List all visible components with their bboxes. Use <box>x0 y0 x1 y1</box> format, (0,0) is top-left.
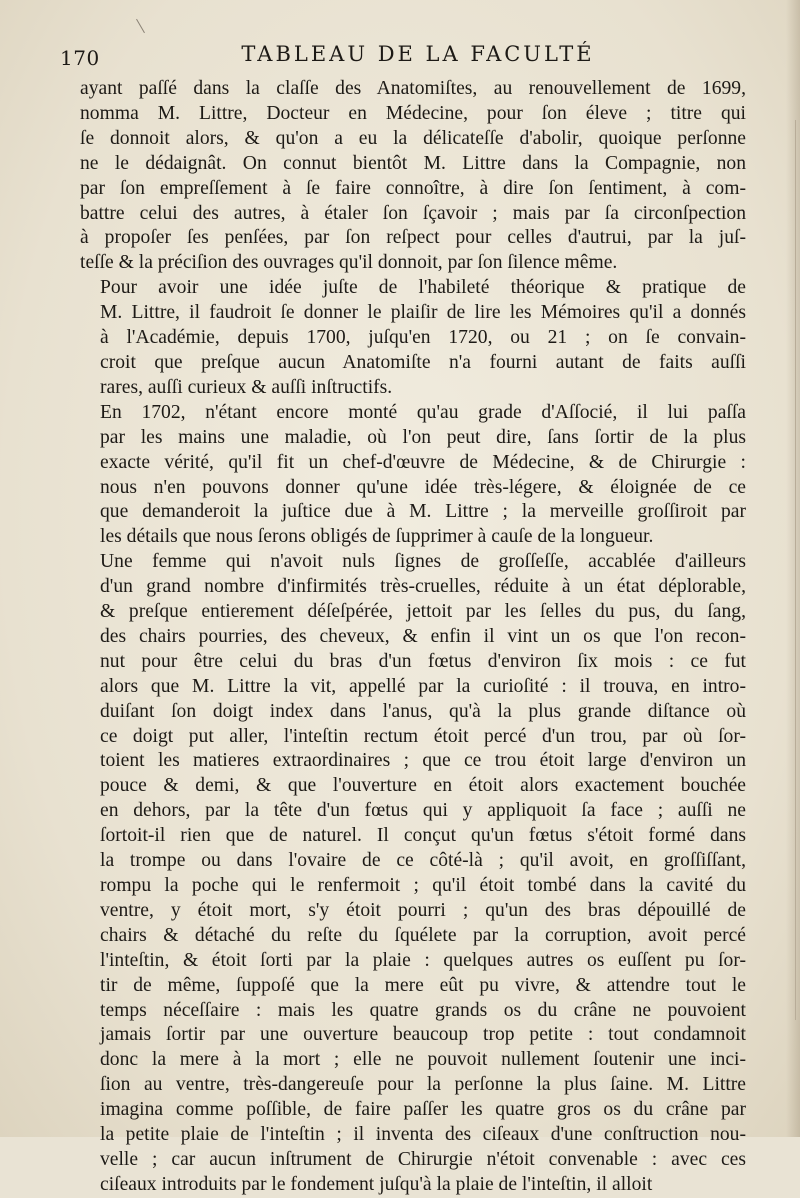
text-line: chairs & détaché du reſte du ſquélete par la corruption, avoit percé <box>100 924 746 946</box>
text-line: Pour avoir une idée juſte de l'habileté théorique & pratique de <box>100 277 746 299</box>
text-line: l'inteſtin, & étoit ſorti par la plaie : quelques autres os euſſent pu ſor- <box>100 949 746 971</box>
text-line: velle ; car aucun inſtrument de Chirurgie n'étoit convenable : avec ces <box>100 1148 746 1170</box>
text-line: ſe donnoit alors, & qu'on a eu la délicateſſe d'abolir, quoique perſonne <box>80 127 746 149</box>
paragraph <box>80 401 746 550</box>
text-line: jamais ſortir par une ouverture beaucoup trop petite : tout condamnoit <box>100 1024 746 1046</box>
text-line: ce doigt put aller, l'inteſtin rectum étoit percé d'un trou, par où ſor- <box>100 725 746 747</box>
text-line: imagina comme poſſible, de faire paſſer les quatre gros os du crâne par <box>100 1099 746 1121</box>
margin-mark <box>795 120 796 1020</box>
text-line: rompu la poche qui le renfermoit ; qu'il étoit tombé dans la cavité du <box>100 875 746 896</box>
text-line: ayant paſſé dans la claſſe des Anatomiſtes, au renouvellement de 1699, <box>80 78 746 99</box>
text-line: toient les matieres extraordinaires ; que ce trou étoit large d'environ un <box>100 750 746 772</box>
body-text <box>80 77 746 1198</box>
page-header <box>60 42 746 72</box>
text-line: duiſant ſon doigt index dans l'anus, qu'à la plus grande diſtance où <box>100 700 746 722</box>
text-line: d'un grand nombre d'infirmités très-cruelles, réduite à un état déplorable, <box>100 576 746 598</box>
paragraph <box>80 77 746 276</box>
text-line: ſion au ventre, très-dangereuſe pour la perſonne la plus ſaine. M. Littre <box>100 1074 746 1096</box>
text-line: nous n'en pouvons donner qu'une idée très-légere, & éloignée de ce <box>100 476 746 498</box>
text-line: les détails que nous ſerons obligés de ſupprimer à cauſe de la longueur. <box>100 526 654 548</box>
text-line: des chairs pourries, des cheveux, & enfin il vint un os que l'on recon- <box>100 625 746 647</box>
text-line: temps néceſſaire : mais les quatre grands os du crâne ne pouvoient <box>100 999 746 1021</box>
text-line: nut pour être celui du bras d'un fœtus d'environ ſix mois : ce fut <box>100 650 746 672</box>
text-line: exacte vérité, qu'il fit un chef-d'œuvre de Médecine, & de Chirurgie : <box>100 451 746 473</box>
text-line: la petite plaie de l'inteſtin ; il inventa des ciſeaux d'une conſtruction nou- <box>100 1124 746 1146</box>
text-line: en dehors, par la tête d'un fœtus qui y appliquoit ſa face ; auſſi ne <box>100 800 746 822</box>
text-line: alors que M. Littre la vit, appellé par la curioſité : il trouva, en intro- <box>100 675 746 697</box>
text-line: à l'Académie, depuis 1700, juſqu'en 1720, ou 21 ; on ſe convain- <box>100 327 746 349</box>
text-line: par ſon empreſſement à ſe faire connoître, à dire ſon ſentiment, à com- <box>80 177 746 199</box>
text-line: ſortoit-il rien que de naturel. Il conçut qu'un fœtus s'étoit formé dans <box>100 825 746 847</box>
text-line: ne le dédaignât. On connut bientôt M. Littre dans la Compagnie, non <box>80 152 746 174</box>
text-line: ventre, y étoit mort, s'y étoit pourri ; qu'un des bras dépouillé de <box>100 899 746 921</box>
text-line: M. Littre, il faudroit ſe donner le plaiſir de lire les Mémoires qu'il a donnés <box>100 302 746 324</box>
text-line: En 1702, n'étant encore monté qu'au grade d'Aſſocié, il lui paſſa <box>100 401 746 423</box>
text-line: que demanderoit la juſtice due à M. Littre ; la merveille groſſiroit par <box>100 501 746 523</box>
text-line: teſſe & la préciſion des ouvrages qu'il donnoit, par ſon ſilence même. <box>80 252 618 274</box>
text-line: donc la mere à la mort ; elle ne pouvoit nullement ſoutenir une inci- <box>100 1049 746 1071</box>
text-line: ciſeaux introduits par le fondement juſqu'à la plaie de l'inteſtin, il alloit <box>100 1173 653 1195</box>
text-line: pouce & demi, & que l'ouverture en étoit alors exactement bouchée <box>100 775 746 797</box>
text-line: à propoſer ſes penſées, par ſon reſpect pour celles d'autrui, par la juſ- <box>80 227 746 249</box>
text-line: par les mains une maladie, où l'on peut dire, ſans ſortir de la plus <box>100 426 746 448</box>
text-line: croit que preſque aucun Anatomiſte n'a fourni autant de faits auſſi <box>100 351 746 373</box>
text-line: & preſque entierement déſeſpérée, jettoit par les ſelles du pus, du ſang, <box>100 601 746 623</box>
text-line: tir de même, ſuppoſé que la mere eût pu vivre, & attendre tout le <box>100 974 746 996</box>
page-edge-shadow <box>786 0 800 1137</box>
text-line: rares, auſſi curieux & auſſi inſtructifs. <box>100 376 393 398</box>
paragraph <box>80 276 746 401</box>
text-line: battre celui des autres, à étaler ſon ſçavoir ; mais par ſa circonſpection <box>80 202 746 224</box>
page-number: 170 <box>60 46 100 70</box>
text-line: Une femme qui n'avoit nuls ſignes de groſſeſſe, accablée d'ailleurs <box>100 551 746 573</box>
paragraph <box>80 550 746 1198</box>
margin-mark <box>136 19 145 33</box>
running-title: TABLEAU DE LA FACULTÉ <box>241 42 595 66</box>
text-line: nomma M. Littre, Docteur en Médecine, pour ſon éleve ; titre qui <box>80 102 746 124</box>
text-line: la trompe ou dans l'ovaire de ce côté-là ; qu'il avoit, en groſſiſſant, <box>100 850 746 872</box>
